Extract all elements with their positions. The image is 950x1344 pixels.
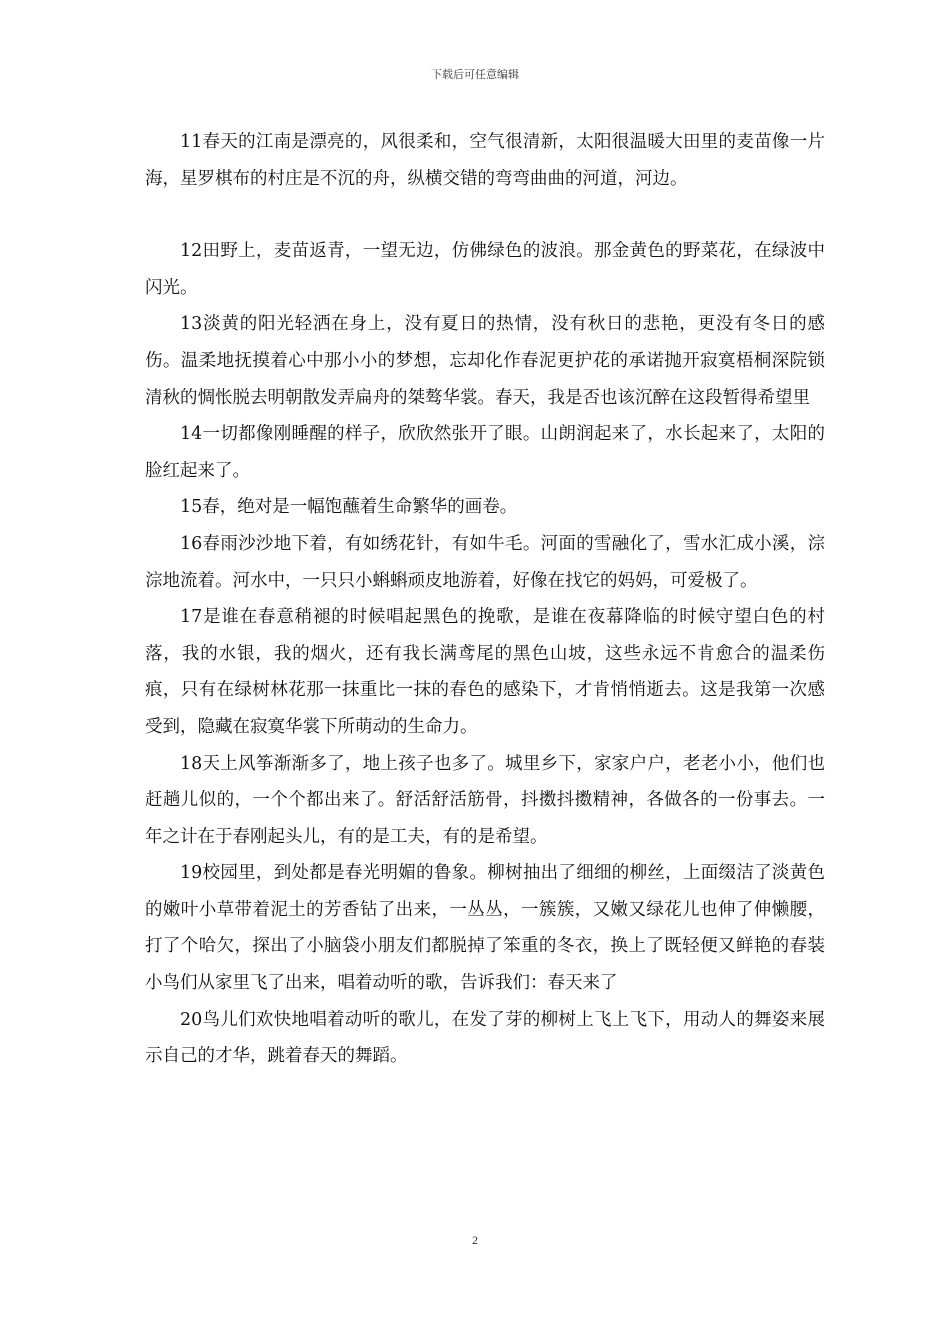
paragraph-16: 16春雨沙沙地下着，有如绣花针，有如牛毛。河面的雪融化了，雪水汇成小溪，淙淙地流着。河水中，一只只小蝌蝌顽皮地游着，好像在找它的妈妈，可爱极了。 (145, 533, 825, 591)
document-body (145, 124, 825, 1075)
paragraph-12: 12田野上，麦苗返青，一望无边，仿佛绿色的波浪。那金黄色的野菜花，在绿波中闪光。 (145, 241, 825, 298)
paragraph-19: 19校园里，到处都是春光明媚的鲁象。柳树抽出了细细的柳丝，上面缀洁了淡黄色的嫩叶小草带着泥土的芳香钻了出来，一丛丛，一簇簇，又嫩又绿花儿也伸了伸懒腰，打了个哈欠，探出了小脑袋小朋友们都脱掉了笨重的冬衣，换上了既轻便又鲜艳的春装小鸟们从家里飞了出来，唱着动听的歌，告诉我们：春天来了 (145, 863, 825, 994)
paragraph-20: 20鸟儿们欢快地唱着动听的歌儿，在发了芽的柳树上飞上飞下，用动人的舞姿来展示自己的才华，跳着春天的舞蹈。 (145, 1009, 825, 1067)
paragraph-17: 17是谁在春意稍褪的时候唱起黑色的挽歌，是谁在夜幕降临的时候守望白色的村落，我的水银，我的烟火，还有我长满鸢尾的黑色山坡，这些永远不肯愈合的温柔伤痕，只有在绿树林花那一抹重比一抹的春色的感染下，才肯悄悄逝去。这是我第一次感受到，隐藏在寂寞华裳下所萌动的生命力。 (145, 607, 825, 737)
paragraph-14: 14一切都像刚睡醒的样子，欣欣然张开了眼。山朗润起来了，水长起来了，太阳的脸红起来了。 (145, 424, 825, 481)
page-number: 2 (472, 1233, 478, 1247)
paragraph-11: 11春天的江南是漂亮的，风很柔和，空气很清新，太阳很温暖大田里的麦苗像一片海，星罗棋布的村庄是不沉的舟，纵横交错的弯弯曲曲的河道，河边。 (145, 132, 825, 189)
paragraph-13: 13淡黄的阳光轻洒在身上，没有夏日的热情，没有秋日的悲艳，更没有冬日的感伤。温柔地抚摸着心中那小小的梦想，忘却化作春泥更护花的承诺抛开寂寞梧桐深院锁清秋的惆怅脱去明朝散发弄扁舟的桀骜华裳。春天，我是否也该沉醉在这段暂得希望里 (145, 314, 825, 408)
paragraph-18: 18天上风筝渐渐多了，地上孩子也多了。城里乡下，家家户户，老老小小，他们也赶趟儿似的，一个个都出来了。舒活舒活筋骨，抖擞抖擞精神，各做各的一份事去。一年之计在于春刚起头儿，有的是工夫，有的是希望。 (145, 753, 825, 847)
page-header: 下载后可任意编辑 (431, 68, 519, 81)
paragraph-15: 15春，绝对是一幅饱蘸着生命繁华的画卷。 (180, 497, 518, 518)
